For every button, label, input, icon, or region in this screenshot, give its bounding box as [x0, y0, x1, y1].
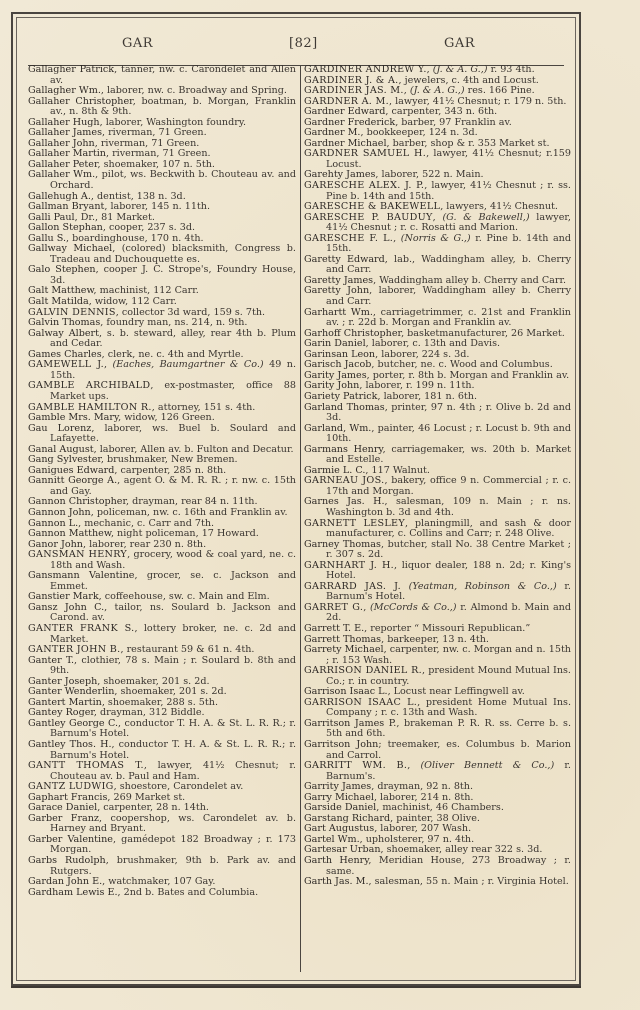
- entry-name: Gallehugh A.: [28, 190, 91, 202]
- entry-name: Gartel Wm.: [304, 833, 360, 845]
- entry-address: res. 166 Pine.: [464, 85, 535, 97]
- entry-details: , laborer, Waddingham alley b. Cherry and Carr.: [326, 285, 571, 308]
- entry-details: ,: [103, 359, 113, 371]
- entry-details: , brushmaker, New Bremen.: [100, 454, 238, 466]
- entry-details: , drayman, rear 84 n. 11th.: [126, 496, 258, 508]
- right-column: [304, 65, 571, 888]
- entry-details: , 117 Walnut.: [365, 464, 430, 476]
- directory-entry: [304, 255, 571, 276]
- entry-name: GARRISON ISAAC L.: [304, 696, 418, 708]
- entry-name: GALVIN DENNIS: [28, 306, 116, 318]
- entry-name: Garney Thomas: [304, 538, 381, 550]
- entry-name: Ganter Joseph: [28, 675, 98, 687]
- entry-name: Ganter T.: [28, 654, 75, 666]
- entry-name: Gang Sylvester: [28, 454, 101, 466]
- directory-entry: [28, 856, 296, 877]
- entry-details: , machinist, 46 Chambers.: [376, 802, 504, 814]
- entry-firm: (J. & A. G.,): [432, 64, 488, 75]
- entry-name: Gallaher Martin: [28, 148, 106, 160]
- entry-details: , lawyers, 41½ Chesnut.: [440, 201, 558, 213]
- entry-firm: (G. & Bakewell,): [442, 211, 530, 223]
- entry-details: , dentist, 138 n. 3d.: [90, 190, 186, 202]
- entry-details: , barber, 97 Franklin av.: [395, 116, 512, 128]
- entry-details: , attorney, 151 s. 4th.: [151, 401, 256, 413]
- directory-entry: [304, 308, 571, 329]
- entry-name: Ganter Wenderlin: [28, 686, 115, 698]
- entry-name: Gariety Patrick: [304, 390, 378, 402]
- entry-name: GARESCHE P. BAUDUY: [304, 211, 433, 223]
- directory-entry: [28, 97, 296, 118]
- entry-details: , riverman, 71 Green.: [94, 137, 200, 149]
- entry-name: Garrett Thomas: [304, 633, 382, 645]
- entry-name: Gantey Roger: [28, 707, 94, 719]
- directory-entry: [304, 445, 571, 466]
- directory-entry: [304, 519, 571, 540]
- directory-entry: [28, 244, 296, 265]
- entry-name: Garland, Wm.: [304, 422, 372, 434]
- entry-name: Games Charles: [28, 348, 102, 360]
- directory-entry: [304, 666, 571, 687]
- entry-details: , Waddingham alley b. Cherry and Carr.: [373, 274, 567, 286]
- entry-details: , pilot, ws. Beckwith b. Chouteau av. and Orchard.: [50, 169, 296, 192]
- entry-name: Gart Augustus: [304, 823, 375, 835]
- entry-name: GARDINER JAS. M.: [304, 85, 404, 97]
- directory-entry: [28, 381, 296, 402]
- entry-details: , barber, shop & r. 353 Market st.: [386, 137, 550, 149]
- entry-name: Gannon Matthew: [28, 528, 111, 540]
- entry-details: , laborer, Allen av. b. Fulton and Decatur.: [93, 443, 294, 455]
- entry-name: GARDINER J. & A.: [304, 74, 399, 86]
- directory-entry: [28, 571, 296, 592]
- entry-name: Garritson John: [304, 739, 379, 750]
- entry-details: , laborer, 214 n. 8th.: [373, 791, 474, 803]
- entry-details: , agent O. & M. R. R. ; r. nw. c. 15th and Gay.: [50, 475, 296, 497]
- entry-details: , upholsterer, 97 n. 4th.: [359, 833, 475, 845]
- entry-details: , planingmill, and sash & door manufacturer, c. Collins and Carr; r. 248 Olive.: [326, 517, 571, 540]
- directory-entry: [304, 234, 571, 255]
- entry-details: , clothier, 78 s. Main ; r. Soulard b. 8th and 9th.: [50, 654, 296, 677]
- entry-name: Gardner Edward: [304, 106, 386, 118]
- entry-address: r. Almond b. Main and 2d.: [326, 601, 571, 624]
- entry-name: Gallaher James: [28, 127, 102, 139]
- entry-name: Garhoff Christopher: [304, 327, 402, 339]
- entry-name: Garritson James P.: [304, 717, 397, 729]
- entry-details: , drayman, 312 Biddle.: [93, 707, 205, 719]
- entry-details: , boatman, b. Morgan, Franklin av., n. 8th & 9th.: [50, 95, 296, 118]
- entry-name: Gamble Mrs. Mary: [28, 412, 119, 424]
- directory-entry: [304, 149, 571, 170]
- entry-name: GARESCHE & BAKEWELL: [304, 201, 441, 213]
- directory-entry: [28, 476, 296, 497]
- entry-details: , president Mound Mutual Ins. Co.; r. in country.: [326, 665, 571, 687]
- directory-entry: [28, 603, 296, 624]
- entry-details: , Meridian House, 273 Broadway ; r. same.: [326, 855, 571, 877]
- entry-name: Gau Lorenz: [28, 422, 92, 434]
- entry-details: , carpenter, 343 n. 6th.: [385, 106, 498, 118]
- entry-firm: (McCords & Co.,): [370, 601, 457, 613]
- entry-details: , laborer, rear 230 n. 8th.: [82, 538, 207, 550]
- directory-entry: [304, 698, 571, 719]
- entry-name: Garber Franz: [28, 812, 99, 824]
- entry-name: Gartesar Urban: [304, 844, 381, 856]
- entry-details: ,: [407, 760, 421, 772]
- entry-name: Garmans Henry: [304, 443, 383, 455]
- entry-address: r. Pine b. 14th and 15th.: [326, 232, 571, 255]
- entry-details: , tanner, nw. c. Carondelet and Allen av.: [50, 64, 296, 86]
- directory-entry: [28, 624, 296, 645]
- entry-name: Garetty Edward: [304, 253, 385, 265]
- directory-entry: [28, 265, 296, 286]
- entry-details: , lottery broker, ne. c. 2d and Market.: [50, 622, 296, 645]
- entry-details: , laborer, ws. Buel b. Soulard and Lafayette.: [50, 422, 296, 445]
- entry-details: , mechanic, c. Carr and 7th.: [78, 517, 215, 529]
- directory-entry: [304, 181, 571, 202]
- directory-entry: [28, 65, 296, 86]
- entry-details: , carpenter, 28 n. 14th.: [97, 802, 209, 814]
- page-border-inner: [16, 17, 576, 981]
- entry-firm: (Norris & G.,): [400, 232, 471, 244]
- entry-name: Galo Stephen: [28, 264, 96, 276]
- entry-details: , shoemaker, alley rear 322 s. 3d.: [380, 844, 543, 856]
- header-left-guideword: GAR: [122, 36, 154, 51]
- entry-name: Garity James: [304, 369, 367, 381]
- entry-name: Garside Daniel: [304, 802, 377, 814]
- entry-details: , widow, 126 Green.: [118, 412, 215, 424]
- entry-name: Garrety Michael: [304, 644, 384, 656]
- entry-name: Gardner Michael: [304, 137, 387, 149]
- entry-name: GARESCHE ALEX. J. P.: [304, 180, 425, 192]
- entry-details: , liquor dealer, 188 n. 2d; r. King's Hotel.: [326, 559, 572, 582]
- entry-name: GARRITT WM. B.: [304, 760, 408, 772]
- entry-details: , jewelers, c. 4th and Locust.: [398, 74, 539, 86]
- entry-details: , drayman, 92 n. 8th.: [371, 781, 474, 793]
- directory-entry: [304, 540, 571, 561]
- directory-entry: [304, 719, 571, 740]
- entry-details: , grocer, se. c. Jackson and Emmet.: [50, 570, 296, 592]
- entry-details: ; treemaker, es. Columbus b. Marion and Carrol.: [326, 739, 571, 761]
- entry-details: , carriagemaker, ws. 20th b. Market and Estelle.: [326, 443, 571, 466]
- entry-details: , laborer, c. 13th and Davis.: [365, 338, 501, 350]
- entry-name: Gallaher Christopher: [28, 95, 133, 107]
- entry-details: , night policeman, 17 Howard.: [110, 528, 259, 540]
- entry-name: Ganigues Edward: [28, 464, 115, 476]
- entry-address: r. Barnum's.: [326, 760, 571, 782]
- entry-name: GANTT THOMAS T.: [28, 760, 144, 772]
- entry-details: , conductor T. H. A. & St. L. R. R.; r. Barnum's Hotel.: [50, 739, 296, 761]
- entry-details: , grocery, wood & coal yard, ne. c. 18th and Wash.: [50, 549, 297, 571]
- entry-details: ,: [432, 211, 443, 223]
- entry-name: GARNEAU JOS.: [304, 475, 385, 487]
- entry-name: Galt Matthew: [28, 285, 94, 297]
- entry-name: Gardner Frederick: [304, 116, 396, 128]
- directory-entry: [304, 856, 571, 877]
- entry-name: Garbs Rudolph: [28, 855, 106, 867]
- entry-name: Gallaher Wm.: [28, 169, 96, 181]
- entry-details: , brakeman P. R. R. ss. Cerre b. s. 5th and 6th.: [326, 717, 571, 740]
- directory-entry: [28, 329, 296, 350]
- directory-entry: [28, 761, 296, 782]
- directory-entry: [304, 740, 571, 761]
- entry-name: Gardham Lewis E.: [28, 886, 118, 898]
- entry-name: Gansmann Valentine: [28, 570, 135, 582]
- entry-name: GARRISON DANIEL R.: [304, 665, 422, 677]
- entry-details: , shoemaker, 288 s. 5th.: [101, 696, 218, 708]
- entry-details: , bakery, office 9 n. Commercial ; r. c. 17th and Morgan.: [326, 475, 571, 497]
- entry-details: , collector 3d ward, 159 s. 7th.: [115, 306, 266, 318]
- entry-details: , laborer, 224 s. 3d.: [375, 348, 470, 360]
- entry-name: Garetty James: [304, 274, 374, 286]
- directory-entry: [304, 286, 571, 307]
- entry-firm: (Oliver Bennett & Co.,): [420, 760, 555, 772]
- entry-name: Ganstier Mark: [28, 591, 99, 603]
- entry-details: , laborer, 522 n. Main.: [375, 169, 484, 181]
- directory-entry: [304, 645, 571, 666]
- entry-details: , shoemaker, 201 s. 2d.: [97, 675, 210, 687]
- entry-name: Gannon John: [28, 506, 91, 518]
- directory-entry: [28, 888, 296, 899]
- entry-details: , watchmaker, 107 Gay.: [102, 876, 216, 888]
- entry-firm: (Yeatman, Robinson & Co.,): [408, 580, 557, 592]
- entry-name: Garnes Jas. H.: [304, 496, 385, 508]
- entry-name: Garber Valentine: [28, 833, 113, 845]
- entry-name: Gardan John E.: [28, 876, 103, 888]
- directory-entry: [28, 719, 296, 740]
- entry-details: , foundry man, ns. 214, n. 9th.: [100, 317, 248, 329]
- entry-name: Gallway Michael: [28, 243, 113, 255]
- entry-name: Gannon L.: [28, 517, 79, 529]
- entry-details: , shoestore, Carondelet av.: [113, 781, 244, 793]
- entry-name: Gallu S.: [28, 232, 67, 244]
- running-header: [17, 30, 575, 54]
- entry-address: r. 93 4th.: [487, 64, 535, 75]
- entry-name: Garehty James: [304, 169, 376, 181]
- directory-entry: [304, 213, 571, 234]
- entry-name: Garth Henry: [304, 855, 369, 867]
- entry-details: , Locust near Leffingwell av.: [387, 686, 525, 698]
- entry-address: 49 n. 15th.: [50, 359, 296, 381]
- entry-details: , s. b. steward, alley, rear 4th b. Plum and Cedar.: [50, 327, 296, 350]
- entry-details: , widow, 112 Carr.: [88, 296, 177, 308]
- entry-details: , laborer, Washington foundry.: [99, 116, 247, 128]
- entry-details: , printer, 97 n. 4th ; r. Olive b. 2d and 3d.: [326, 401, 571, 424]
- entry-name: Garmie L. C.: [304, 464, 366, 476]
- entry-details: , bookkeeper, 124 n. 3d.: [360, 127, 478, 139]
- directory-entry: [28, 360, 296, 381]
- entry-details: , 269 Market st.: [107, 791, 186, 803]
- entry-name: Gansz John C.: [28, 601, 105, 613]
- entry-name: Gantley Thos. H.: [28, 739, 112, 750]
- entry-details: , tailor, ns. Soulard b. Jackson and Carond. av.: [50, 601, 296, 624]
- entry-name: Galli Paul: [28, 211, 75, 223]
- entry-details: , cooper J. C. Strope's, Foundry House, 3d.: [50, 264, 297, 286]
- entry-name: Gallaher Hugh: [28, 116, 100, 128]
- entry-name: Garhartt Wm.: [304, 306, 373, 318]
- entry-details: , machinist, 112 Carr.: [93, 285, 199, 297]
- entry-details: , ex-postmaster, office 88 Market ups.: [50, 380, 296, 402]
- entry-details: , coffeehouse, sw. c. Main and Elm.: [98, 591, 270, 603]
- column-divider: [300, 66, 301, 972]
- entry-details: , riverman, 71 Green.: [105, 148, 211, 160]
- directory-entry: [28, 550, 296, 571]
- entry-name: Gardner M.: [304, 127, 361, 139]
- entry-details: , butcher, ne. c. Wood and Columbus.: [371, 359, 553, 371]
- entry-name: Garinsan Leon: [304, 348, 376, 360]
- entry-details: , carriagetrimmer, c. 21st and Franklin av. ; r. 22d b. Morgan and Franklin av.: [326, 306, 571, 329]
- entry-details: , salesman, 55 n. Main ; r. Virginia Hotel.: [368, 876, 569, 888]
- directory-entry: [28, 424, 296, 445]
- entry-details: , Dr., 81 Market.: [74, 211, 155, 223]
- entry-name: Garry Michael: [304, 791, 374, 803]
- entry-details: , coopershop, ws. Carondelet av. b. Harney and Bryant.: [50, 812, 296, 835]
- entry-details: , basketmanufacturer, 26 Market.: [401, 327, 565, 339]
- entry-details: , carpenter, nw. c. Morgan and n. 15th ; r. 153 Wash.: [326, 644, 571, 666]
- entry-name: Garrison Isaac L.: [304, 686, 388, 698]
- entry-address: lawyer, 41½ Chesnut ; r. c. Rosatti and Marion.: [326, 211, 571, 234]
- entry-name: Garstang Richard: [304, 812, 391, 824]
- directory-entry: [28, 814, 296, 835]
- directory-entry: [304, 476, 571, 497]
- entry-name: Ganor John: [28, 538, 83, 550]
- entry-details: , porter, r. 8th b. Morgan and Franklin av.: [366, 369, 570, 381]
- entry-details: , laborer, r. 199 n. 11th.: [359, 380, 475, 392]
- entry-details: , laborer, 207 Wash.: [374, 823, 472, 835]
- entry-name: GANTZ LUDWIG: [28, 781, 114, 793]
- entry-name: GAMEWELL J.: [28, 359, 104, 371]
- entry-details: ,: [403, 85, 410, 97]
- entry-details: , lawyer, 41½ Chesnut; r. Chouteau av. b. Paul and Ham.: [50, 760, 296, 782]
- page-border: [11, 12, 581, 986]
- entry-details: , painter, 38 Olive.: [390, 812, 480, 824]
- entry-details: , restaurant 59 & 61 n. 4th.: [120, 644, 255, 656]
- entry-details: ,: [393, 232, 401, 244]
- directory-entry: [304, 582, 571, 603]
- entry-details: , president Home Mutual Ins. Company ; r. c. 13th and Wash.: [326, 696, 571, 719]
- entry-details: , barkeeper, 13 n. 4th.: [381, 633, 489, 645]
- header-right-guideword: GAR: [444, 36, 476, 51]
- directory-entry: [304, 424, 571, 445]
- entry-details: , laborer, nw. c. Broadway and Spring.: [100, 85, 287, 97]
- entry-details: , salesman, 109 n. Main ; r. ns. Washington b. 3d and 4th.: [326, 496, 571, 518]
- entry-details: , lawyer, 41½ Chesnut; r.159 Locust.: [326, 148, 572, 170]
- entry-name: GARNETT LESLEY: [304, 517, 405, 529]
- directory-entry: [304, 603, 571, 624]
- entry-name: Garrett T. E.: [304, 622, 365, 634]
- entry-name: Gallaher Peter: [28, 158, 98, 170]
- entry-name: Gannon Christopher: [28, 496, 127, 508]
- entry-name: GARRARD JAS. J.: [304, 580, 401, 592]
- entry-name: GARDNER A. M.: [304, 95, 389, 107]
- entry-name: Garace Daniel: [28, 802, 98, 814]
- entry-details: , reporter “ Missouri Republican.”: [364, 622, 531, 634]
- entry-name: GAMBLE HAMILTON R.: [28, 401, 152, 413]
- entry-details: , clerk, ne. c. 4th and Myrtle.: [101, 348, 244, 360]
- entry-name: Gallagher Wm.: [28, 85, 101, 97]
- entry-name: Garth Jas. M.: [304, 876, 369, 888]
- entry-details: , laborer, 145 n. 11th.: [104, 201, 211, 213]
- entry-details: , 2nd b. Bates and Columbia.: [117, 886, 259, 898]
- directory-entry: [304, 561, 571, 582]
- entry-details: , brushmaker, 9th b. Park av. and Rutgers.: [50, 855, 297, 877]
- entry-name: Gannitt George A.: [28, 475, 118, 487]
- entry-name: Gantert Martin: [28, 696, 102, 708]
- entry-details: , painter, 46 Locust ; r. Locust b. 9th and 10th.: [326, 422, 571, 445]
- entry-details: , policeman, nw. c. 16th and Franklin av.: [90, 506, 288, 518]
- directory-entry: [28, 656, 296, 677]
- entry-details: ,: [363, 601, 371, 613]
- left-column: [28, 65, 296, 898]
- entry-details: , lab., Waddingham alley, b. Cherry and Carr.: [326, 253, 571, 276]
- entry-name: GANTER FRANK S.: [28, 622, 135, 634]
- entry-firm: (Eaches, Baumgartner & Co.): [112, 359, 264, 371]
- entry-name: GARDINER ANDREW Y.: [304, 64, 427, 75]
- directory-entry: [304, 497, 571, 518]
- entry-name: Gantley George C.: [28, 717, 119, 729]
- entry-name: GAMBLE ARCHIBALD: [28, 380, 151, 392]
- entry-name: Gaphart Francis: [28, 791, 108, 803]
- entry-name: GARDNER SAMUEL H.: [304, 148, 427, 160]
- entry-name: Garrity James: [304, 781, 372, 793]
- entry-name: Galway Albert: [28, 327, 99, 339]
- directory-entry: [304, 403, 571, 424]
- entry-details: , laborer, 181 n. 6th.: [377, 390, 478, 402]
- entry-name: Galt Matilda: [28, 296, 89, 308]
- entry-details: , boardinghouse, 170 n. 4th.: [66, 232, 204, 244]
- entry-name: GANSMAN HENRY: [28, 549, 128, 561]
- entry-details: , carpenter, 285 n. 8th.: [114, 464, 227, 476]
- entry-name: Gallman Bryant: [28, 201, 105, 213]
- entry-name: Garity John: [304, 380, 360, 392]
- entry-details: , lawyer, 41½ Chesnut ; r. ss. Pine b. 14th and 15th.: [326, 180, 571, 202]
- entry-name: GARRET G.: [304, 601, 364, 613]
- entry-name: Garetty John: [304, 285, 370, 297]
- entry-details: , shoemaker, 201 s. 2d.: [114, 686, 227, 698]
- entry-details: , (colored) blacksmith, Congress b. Tradeau and Duchouquette es.: [50, 243, 296, 265]
- entry-details: [401, 581, 409, 592]
- entry-firm: (J. & A. G.,): [409, 85, 465, 97]
- entry-name: Galvin Thomas: [28, 317, 101, 329]
- entry-name: Ganal August: [28, 443, 94, 455]
- entry-details: , butcher, stall No. 38 Centre Market ; r. 307 s. 2d.: [326, 538, 571, 561]
- page-number: [82]: [289, 36, 318, 51]
- directory-entry: [28, 835, 296, 856]
- directory-entry: [28, 170, 296, 191]
- directory-entry: [28, 740, 296, 761]
- entry-name: Garin Daniel: [304, 338, 366, 350]
- entry-name: Gallon Stephan: [28, 222, 103, 234]
- entry-name: Gallagher Patrick: [28, 64, 115, 75]
- entry-name: Gallaher John: [28, 137, 95, 149]
- entry-name: GARNHART J. H.: [304, 559, 395, 571]
- entry-details: , riverman, 71 Green.: [102, 127, 207, 139]
- entry-details: , shoemaker, 107 n. 5th.: [97, 158, 215, 170]
- entry-address: r. Barnum's Hotel.: [326, 580, 571, 603]
- entry-name: GARESCHE F. L.: [304, 232, 394, 244]
- entry-name: GANTER JOHN B.: [28, 644, 121, 656]
- entry-details: , lawyer, 41½ Chesnut; r. 179 n. 5th.: [388, 95, 567, 107]
- entry-name: Garland Thomas: [304, 401, 385, 413]
- directory-entry: [304, 761, 571, 782]
- entry-details: ,: [426, 64, 433, 75]
- entry-details: , conductor T. H. A. & St. L. R. R.; r. Barnum's Hotel.: [50, 717, 296, 740]
- directory-entry: [304, 877, 571, 888]
- entry-details: , gamédepot 182 Broadway ; r. 173 Morgan.: [50, 833, 296, 856]
- entry-name: Garisch Jacob: [304, 359, 372, 371]
- entry-details: , cooper, 237 s. 3d.: [102, 222, 196, 234]
